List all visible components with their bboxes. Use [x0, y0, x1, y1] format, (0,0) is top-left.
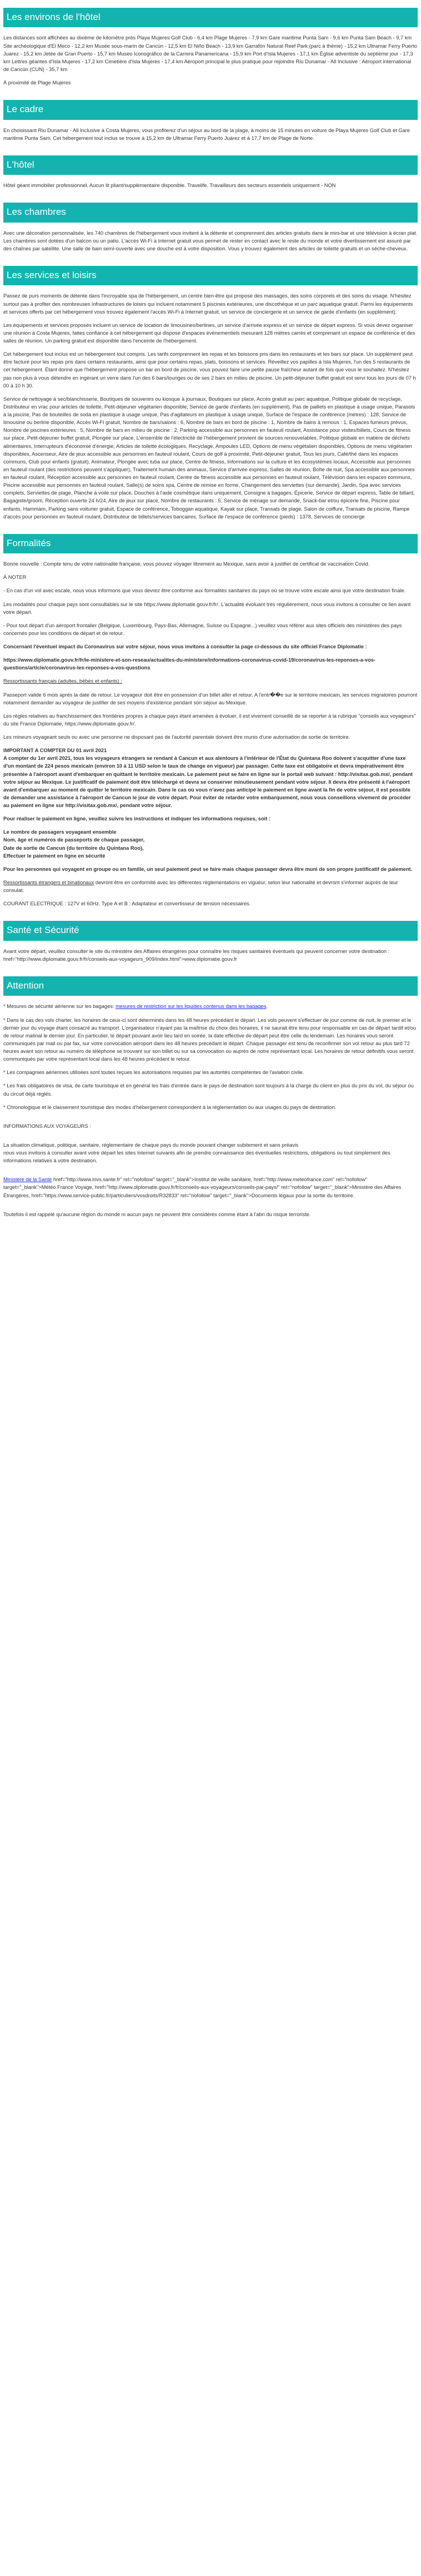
attention-header: Attention: [3, 976, 418, 996]
attention-infos-voyageurs: INFORMATIONS AUX VOYAGEURS :: [3, 1123, 91, 1129]
cadre-header: Le cadre: [3, 100, 418, 119]
formalites-passeport: Passeport valide 6 mois après la date de retour. Le voyageur doit être en possession d'un billet aller et retour. A l'entr��e sur le territoire mexicain, les services migratoires pourront notamment demander au voyageur de justifier de ses moyens d'existence pendant son séjour au Mexique.: [3, 692, 418, 705]
loisirs-restauration: Cet hébergement tout inclus est un hébergement tout compris. Les tarifs comprennent les repas et les boissons pris dans les restaurants et les bars sur place. Un supplément peut être facturé pour les repas pris dans certains restaurants, ainsi que pour certains repas, plats, boissons et services. Réveillez vos papilles à Isla Mujeres, l'un des 5 restaurants de cet hébergement. Étant donné que l'hébergement propose un bar en bord de piscine, vous pouvez faire une petite pause fraîcheur autant de fois que vous le souhaitez. N'hésitez pas non plus à vous détendre en ingérant un verre dans l'un des 6 bars/lounges ou de ses 2 bars en milieu de piscine. Un petit-déjeuner buffet gratuit est servi tous les jours de 07 h 00 à 10 h 30.: [3, 351, 416, 389]
formalites-etrangers-head: Ressortissants étrangers et binationaux: [3, 879, 94, 885]
formalites-visitax: IMPORTANT A COMPTER DU 01 avril 2021 A compter du 1er avril 2021, tous les voyageurs étrangers se rendant à Cancun et aux alentours à l'intérieur de l'État du Quintana Roo doivent s'acquitter d'une taxe d'un montant de 224 pesos mexicain (environ 10 à 11 USD selon le taux de change en vigueur) par passager. Cette taxe est obligatoire et devra impérativement être présentée à l'aéroport avant d'embarquer en quittant le territoire mexicain. Le paiement peut se faire en ligne sur le portail web suivant : http://visitax.gob.mx/, pendant votre séjour au Mexique. Le justificatif de paiement doit être téléchargé et devra se conserver minutieusement pendant votre séjour. Il devra être présenté à l'aéroport avant d'embarquer au moment de quitter le territoire mexicain. Dans le cas où vous n'avez pas anticipé le paiement en ligne avant la fin de votre séjour, il est possible de demander une assistance à l'aéroport de Cancun le jour de votre départ. Pour éviter de retarder votre embarquement, nous vous conseillons vivement de procéder au paiement en ligne sur http://visitax.gob.mx/, pendant votre séjour.: [3, 748, 413, 809]
sante-description: Avant votre départ, veuillez consulter le site du ministère des Affaires étrangères pour connaître les risques sanitaires éventuels qui peuvent concerner votre destination : href="http://www.diplomatie.gouv.fr/fr/conseils-aux-voyageurs_909/index.html">www.diplomatie.gouv.fr: [3, 948, 390, 962]
loisirs-equipements: Service de nettoyage à sec/blanchisserie, Boutiques de souvenirs ou kiosque à journaux, Boutiques sur place, Accès gratuit au parc aquatique, Politique globale de recyclage, Distributeur en vrac pour articles de toilette, Petit-déjeuner végétarien disponible, Service de garde d'enfants (en supplément), Pas de paillets en plastique à usage unique, Parasols à la piscine, Pas de bouteilles de soda en plastique à usage unique, Pas d'agitateurs en plastique à usage unique, Surface de l'espace de conférence (mètres) : 128, Service de limousine ou berline disponible, Accès Wi-Fi gratuit, Nombre de bars/salons : 6, Nombre de bars en bord de piscine : 1, Nombre de bains à remous : 1, Espaces fumeurs prévus, Nombre de piscines extérieures : 5, Nombre de bars en milieu de piscine : 2, Parking accessible aux personnes en fauteuil roulant, Assistance pour visites/billets, Cours de fitness sur place, Petit-déjeuner buffet gratuit, Plongée sur place, L'ensemble de l'électricité de l'hébergement provient de sources renouvelables, Politique globale en matière de déchets alimentaires, Interrupteurs d'économie d'énergie, Articles de toilette écologiques, Recyclage, Ampoules LED, Options de menu végétalien disponibles, Options de menu végétarien disponibles, Ascenseur, Aire de jeux accessible aux personnes en fauteuil roulant, Cours de golf à proximité, Petit-déjeuner gratuit, Tous les jours, Café/thé dans les espaces communs, Club pour enfants (gratuit), Animateur, Plongée avec tuba sur place, Centre de fitness, Informations sur la culture et les écosystèmes locaux, Accessible aux personnes en fauteuil roulant (des restrictions peuvent s'appliquer), Traitement humain des animaux, Service d'arrivée express, Salles de réunion, Boîte de nuit, Spa accessible aux personnes en fauteuil roulant, Réception accessible aux personnes en fauteuil roulant, Centre de fitness accessible aux personnes en fauteuil roulant, Télévision dans les espaces communs, Piscine accessible aux personnes en fauteuil roulant, Salle(s) de soins spa, Centre de remise en forme, Changement des serviettes (sur demande), Jardin, Spa avec services complets, Serviettes de plage, Planche à voile sur place, Douches à l'aide cosmétique dans uniquement, Consigne à bagages, Épicerie, Service de départ express, Table de billard, Bagagiste/groom, Réception ouverte 24 h/24, Aire de jeux sur place, Nombre de restaurants : 5, Service de ménage sur demande, Snack-bar et/ou épicerie fine, Piscine pour enfants, Hammam, Parking sans voiturier gratuit, Espace de conférence, Toboggan aquatique, Kayak sur place, Transats de plage, Salon de coiffure, Transats de piscine, Rampe d'accès pour personnes en fauteuil roulant, Distributeur de billets/services bancaires, Surface de l'espace de conférence (pieds) : 1378, Services de concierge: [3, 396, 415, 520]
attention-mesures: [3, 1002, 418, 1010]
formalites-intro: Bonne nouvelle : Compte tenu de votre nationalité française, vous pouvez voyager librement au Mexique, sans avoir à justifier de certificat de vaccination Covid.: [3, 561, 370, 567]
formalites-paiement-liste: Le nombre de passagers voyageant ensemble Nom, âge et numéros de passeports de chaque passager, Date de sortie de Cancun (du territoire du Quintana Roo), Effectuer le paiement en ligne en sécurité: [3, 829, 145, 859]
formalites-aeroport: - Pour tout départ d'un aéroport frontalier (Belgique, Luxembourg, Pays-Bas, Allemagne, Suisse ou Espagne...) veuillez vous référer aux sites officiels des ministères des pays concernés pour les conditions de départ et de retour.: [3, 622, 402, 636]
cadre-section: [0, 92, 421, 142]
formalites-regles: Les règles relatives au franchissement des frontières propres à chaque pays étant amenées à évoluer, il est vivement conseillé de se reporter à la rubrique "conseils aux voyageurs" du site France Diplomatie, https://www.diplomatie.gouv.fr/.: [3, 713, 416, 727]
formalites-section: [0, 526, 421, 908]
environs-section: [0, 0, 421, 87]
chambres-section: [0, 195, 421, 253]
formalites-header: Formalités: [3, 534, 418, 553]
attention-liens: [3, 1176, 418, 1199]
hotel-description: Hôtel géant immobilier professionnel. Aucun lit pliant/supplémentaire disponible. Travelife. Travailleurs des secteurs essentiels uniquement - NON: [3, 183, 336, 189]
attention-liens-text: href="http://www.invs.sante.fr" rel="nofollow" target="_blank">Institut de veille sanitaire, href="http://www.meteofrance.com" rel="nofollow" target="_blank">Météo France Voyage, href="http://www.diplomatie.gouv.fr/fr/conseils-aux-voyageurs/conseils-par-pays/" rel="nofollow" target="_blank">Ministère des Affaires Étrangères, href="https://www.service-public.fr/particuliers/vosdroits/R32833" rel="nofollow" target="_blank">Documents légaux pour la sortie du territoire.: [3, 1177, 402, 1198]
attention-section: [0, 969, 421, 1218]
formalites-coronavirus: Concernant l'éventuel impact du Coronavirus sur votre séjour, nous vous invitons à consulter la page ci-dessous du site officiel France Diplomatie :: [3, 644, 367, 650]
sante-section: [0, 913, 421, 963]
formalites-etrangers: [3, 879, 418, 894]
chambres-description: Avec une décoration personnalisée, les 740 chambres de l'hébergement vous invitent à la détente et comprennent des articles gratuits dans le mini-bar et une télévision à écran plat. Les chambres sont dotées d'un balcon ou un patio. L'accès Wi-Fi à Internet gratuit vous permet de rester en contact avec le reste du monde et votre divertissement est assuré par des chaînes par satellite. Une salle de bain semi-ouverte avec une douche est à votre disposition. Vous y trouvez également des articles de toilette gratuits et un sèche-cheveux.: [3, 230, 418, 251]
formalites-mineurs: Les mineurs voyageant seuls ou avec une personne ne disposant pas de l'autorité parentale doivent être munis d'une autorisation de sortie de territoire.: [3, 734, 350, 740]
formalites-a-noter: À NOTER: [3, 574, 27, 581]
formalites-courant: COURANT ELECTRIQUE : 127V et 60Hz. Type A et B : Adaptateur et convertisseur de tension nécessaires.: [3, 901, 251, 907]
environs-header: Les environs de l'hôtel: [3, 8, 418, 27]
ministere-sante-link[interactable]: Ministère de la Santé: [3, 1177, 52, 1183]
loisirs-section: [0, 258, 421, 521]
attention-hebergement: * Chronologique et le classement touristique des modes d'hébergement correspondent à la réglementation ou aux usages du pays de destination.: [3, 1104, 337, 1110]
attention-compagnies: * Les compagnies aériennes utilisées sont toutes reçues les autorisations requises par les autorités compétentes de l'aviation civile.: [3, 1070, 304, 1076]
formalites-etrangers-text: devront être en conformité avec les différentes réglementations en vigueur, selon leur nationalité et devront s'informer auprès de leur consulat.: [3, 879, 398, 894]
loisirs-spa: Passez de purs moments de détente dans l'incroyable spa de l'hébergement, un centre bien-être qui propose des massages, des soins corporels et des soins du visage. N'hésitez surtout pas à profiter des nombreuses infrastructures de loisirs qui incluent notamment 5 piscines extérieures, une discothèque et un parc aquatique gratuit. Parmi les équipements et services offerts par cet hébergement vous trouvez également l'accès Wi-Fi à Internet gratuit, un service de conciergerie et un service de garde d'enfants (en supplément).: [3, 293, 413, 315]
attention-vols-charter: * Dans le cas des vols charter, les horaires de ceux-ci sont déterminés dans les 48 heures précédant le départ. Les vols peuvent s'effectuer de jour comme de nuit, le premier et le dernier jour du voyage étant consacré au transport. L'organisateur n'ayant pas la maîtrise du choix des horaires, il ne saurait être tenu pour responsable en cas de départ tardif et/ou de retour matinal le dernier jour. En particulier, le départ pouvant avoir lieu tard en soirée, la date effective de départ peut être celle du lendemain. Les horaires vous seront communiqués par mail ou par fax, sur votre convocation aéroport dans les 48 heures précédant le départ. Chaque passager est tenu de reconfirmer son vol retour au plus tard 72 heures avant son retour au numéro de téléphone se trouvant sur son billet ou sur sa convocation ou auprès de notre représentant local. Les horaires de retour définitifs vous seront communiqués par votre représentant local dans les 48 heures précédant le retour.: [3, 1017, 417, 1062]
cadre-description: En choisissant Riu Dunamar - All Inclusive à Costa Mujeres, vous profiterez d'un séjour au bord de la plage, à moins de 15 minutes en voiture de Playa Mujeres Golf Club et Gare maritime Punta Sam. Cet hébergement tout inclus se trouve à 15,2 km de Ultramar Ferry Puerto Juárez et à 17,7 km de Plage de Norte.: [3, 127, 410, 141]
loisirs-header: Les services et loisirs: [3, 266, 418, 285]
formalites-ressortissants-head: Ressortissants français (adultes, bébés et enfants) :: [3, 678, 122, 684]
attention-mesures-prefix: * Mesures de sécurité aérienne sur les bagages:: [3, 1004, 116, 1010]
formalites-paiement-intro: Pour réaliser le paiement en ligne, veuillez suivre les instructions et indiquer les informations requises, soit :: [3, 816, 270, 822]
formalites-escale: - En cas d'un vol avec escale, nous vous informons que vous devrez être conforme aux formalités sanitaires du pays où se trouve votre escale ainsi que votre destination finale.: [3, 588, 406, 594]
attention-mesures-suffix: .: [266, 1004, 268, 1010]
hotel-header: L'hôtel: [3, 155, 418, 175]
hotel-section: [0, 148, 421, 190]
formalites-coronavirus-url: https://www.diplomatie.gouv.fr/fr/le-ministere-et-son-reseau/actualites-du-ministere/informations-coronavirus-covid-19/coronavirus-les-reponses-a-vos-questions/article/coronavirus-les-reponses-a-vos-questions: [3, 657, 376, 671]
loisirs-services: Les équipements et services proposés incluent un service de location de limousines/berlines, un service d'arrivée express et un service de départ express. Si vous devez organiser une réunion à Costa Mujeres, faites confiance à cet hébergement qui dispose d'espaces événementiels mesurant 128 mètres carrés et comprenant un espace de conférence et des salles de réunion. Un parking gratuit est disponible dans l'enceinte de l'hébergement.: [3, 322, 415, 344]
liquides-restriction-link[interactable]: mesures de restriction sur les liquides contenus dans les bagages: [116, 1004, 267, 1010]
environs-distances: Les distances sont affichées au dixième de kilomètre près Playa Mujeres Golf Club - 6,4 km Plage Mujeres - 7,9 km Gare maritime Punta Sam - 9,6 km Punta Sam Beach - 9,7 km Site archéologique d'El Meco - 12,2 km Musée sous-marin de Cancún - 12,5 km El Niño Beach - 13,9 km Garrafón Natural Reef Park (parc à thème) - 15,2 km Ultramar Ferry Puerto Juarez - 15,2 km Jetée de Gran Puerto - 15,7 km Museo Iconográfico de la Carrera Panamericana - 15,9 km Port d'Isla Mujeres - 17,1 km Église adventiste du septième jour - 17,3 km Lettres géantes d'Isla Mujeres - 17,2 km Cimetière d'Isla Mujeres - 17,4 km Aéroport principal le plus pratique pour rejoindre Riu Dunamar - All Inclusive : Aéroport international de Cancún (CUN) - 35,7 km: [3, 35, 417, 72]
formalites-modalites: Les modalités pour chaque pays sont consultables sur le site https://www.diplomatie.gouv.fr/fr/. L'actualité évoluant très régulièrement, nous vous invitons à consulter ce lien avant votre départ.: [3, 601, 411, 615]
sante-header: Santé et Sécurité: [3, 921, 418, 940]
formalites-groupe: Pour les personnes qui voyagent en groupe ou en famille, un seul paiement peut se faire mais chaque passager devra être muni de son propre justificatif de paiement.: [3, 866, 413, 872]
attention-frais: * Les frais obligatoires de visa, de carte touristique et en général les frais d'entrée dans le pays de destination sont toujours à la charge du client en plus du prix du vol, du séjour ou du circuit déjà réglés.: [3, 1083, 414, 1097]
environs-proximity: À proximité de Plage Mujeres: [3, 80, 71, 86]
attention-situation: La situation climatique, politique, sanitaire, réglementaire de chaque pays du monde pouvant changer subitement et sans préavis nous vous invitons à consulter avant votre départ les sites Internet suivants afin de prendre connaissance des éventuelles restrictions, obligations ou tout simplement des informations relatives à votre destination.: [3, 1142, 390, 1164]
chambres-header: Les chambres: [3, 203, 418, 222]
attention-terrorisme: Toutefois il est rappelé qu'aucune région du monde ni aucun pays ne peuvent être considérés comme étant à l'abri du risque terroriste.: [3, 1211, 311, 1217]
